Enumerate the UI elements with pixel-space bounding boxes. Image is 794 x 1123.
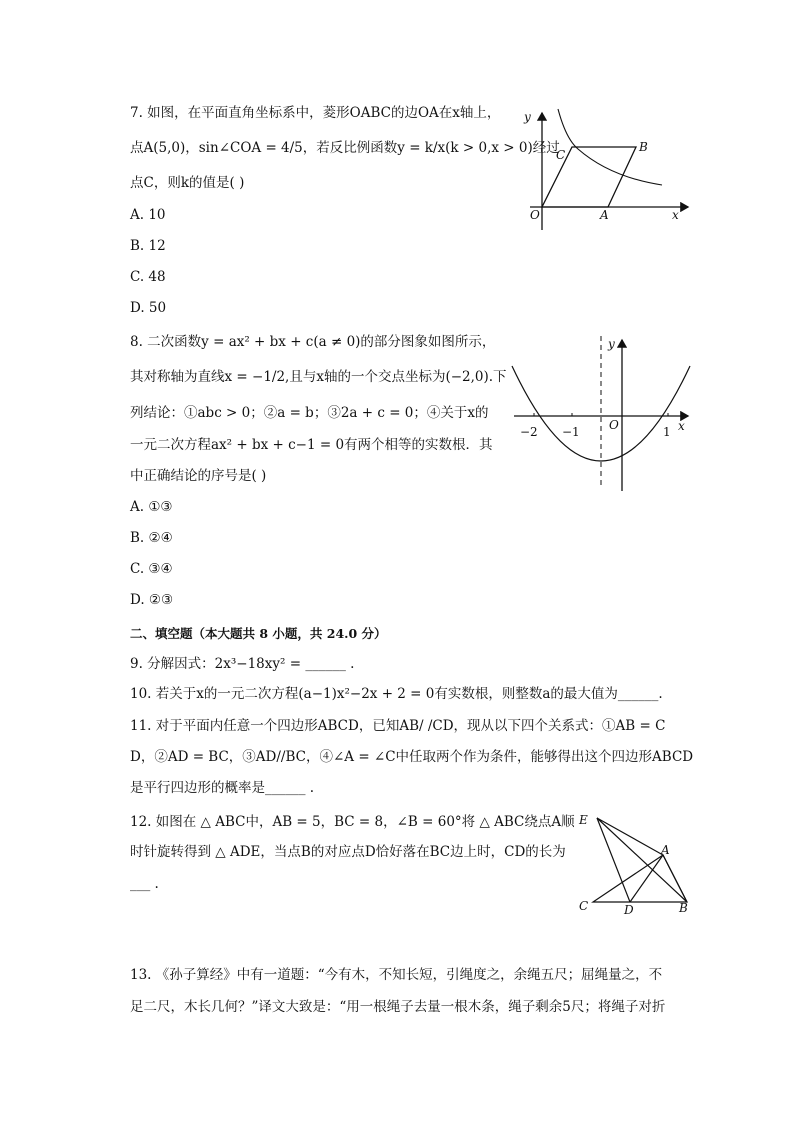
q7-option-b: B. 12: [130, 238, 166, 254]
q8-option-b: B. ②④: [130, 530, 173, 546]
q8-label-x: x: [678, 419, 685, 433]
q8-option-a: A. ①③: [130, 499, 173, 515]
q8-label-1: 1: [663, 425, 671, 439]
section-2-heading: 二、填空题（本大题共 8 小题，共 24.0 分）: [130, 626, 387, 641]
q11-line-1: 11. 对于平面内任意一个四边形ABCD，已知AB/ /CD，现从以下四个关系式：①AB = C: [130, 718, 666, 734]
q12-label-a: A: [661, 843, 670, 857]
q12-line-3: ___ .: [130, 876, 159, 892]
q9-line: 9. 分解因式：2x³−18xy² = ______ .: [130, 656, 355, 672]
q8-option-d: D. ②③: [130, 592, 174, 608]
q8-label-minus-2: −2: [520, 425, 538, 439]
q8-line-4: 一元二次方程ax² + bx + c−1 = 0有两个相等的实数根．其: [130, 437, 493, 453]
q12-triangle-ade: [597, 818, 687, 902]
q12-label-d: D: [624, 903, 634, 917]
q12-label-c: C: [579, 899, 589, 913]
q7-option-d: D. 50: [130, 300, 167, 316]
q12-segment-da: [630, 855, 663, 902]
q12-line-2: 时针旋转得到 △ ADE，当点B的对应点D恰好落在BC边上时，CD的长为: [130, 844, 566, 860]
q8-label-o: O: [609, 418, 619, 432]
q7-line-2: 点A(5,0)，sin∠COA = 4/5，若反比例函数y = k/x(k > 0,x > 0)经过: [130, 140, 560, 156]
q8-line-3: 列结论：①abc > 0；②a = b；③2a + c = 0；④关于x的: [130, 405, 489, 421]
q7-option-c: C. 48: [130, 269, 166, 285]
q12-line-1: 12. 如图在 △ ABC中，AB = 5，BC = 8，∠B = 60°将 △ ABC绕点A顺: [130, 814, 575, 830]
q8-line-2: 其对称轴为直线x = −1/2,且与x轴的一个交点坐标为(−2,0).下: [130, 369, 507, 385]
q8-figure: [508, 336, 693, 496]
q12-triangle-abc: [593, 855, 687, 902]
q8-label-y: y: [608, 337, 615, 351]
q12-figure: [575, 810, 705, 920]
q7-line-1: 7. 如图，在平面直角坐标系中，菱形OABC的边OA在x轴上，: [130, 105, 501, 121]
q12-label-e: E: [579, 813, 588, 827]
q13-line-1: 13. 《孙子算经》中有一道题：“今有木，不知长短，引绳度之，余绳五尺；屈绳量之，不: [130, 967, 663, 983]
q7-label-a: A: [600, 208, 609, 222]
q8-line-1: 8. 二次函数y = ax² + bx + c(a ≠ 0)的部分图象如图所示，: [130, 334, 496, 350]
q7-figure: [520, 105, 700, 235]
q8-option-c: C. ③④: [130, 561, 173, 577]
q10-line: 10. 若关于x的一元二次方程(a−1)x²−2x + 2 = 0有实数根，则整数a的最大值为______.: [130, 686, 663, 702]
q7-label-c: C: [556, 148, 566, 162]
q7-label-y: y: [524, 110, 531, 124]
q8-line-5: 中正确结论的序号是( ): [130, 468, 267, 484]
q7-label-x: x: [672, 208, 679, 222]
q12-label-b: B: [679, 901, 688, 915]
q7-line-3: 点C，则k的值是( ): [130, 175, 245, 191]
q13-line-2: 足二尺，木长几何？”译文大致是：“用一根绳子去量一根木条，绳子剩余5尺；将绳子对折: [130, 999, 666, 1015]
q7-option-a: A. 10: [130, 207, 166, 223]
q8-label-minus-1: −1: [562, 425, 580, 439]
q7-label-o: O: [530, 208, 540, 222]
q12-segment-ed: [597, 818, 630, 902]
q7-label-b: B: [639, 140, 648, 154]
q11-line-2: D，②AD = BC，③AD//BC，④∠A = ∠C中任取两个作为条件，能够得出这个四边形ABCD: [130, 749, 694, 765]
q11-line-3: 是平行四边形的概率是______ .: [130, 780, 315, 796]
